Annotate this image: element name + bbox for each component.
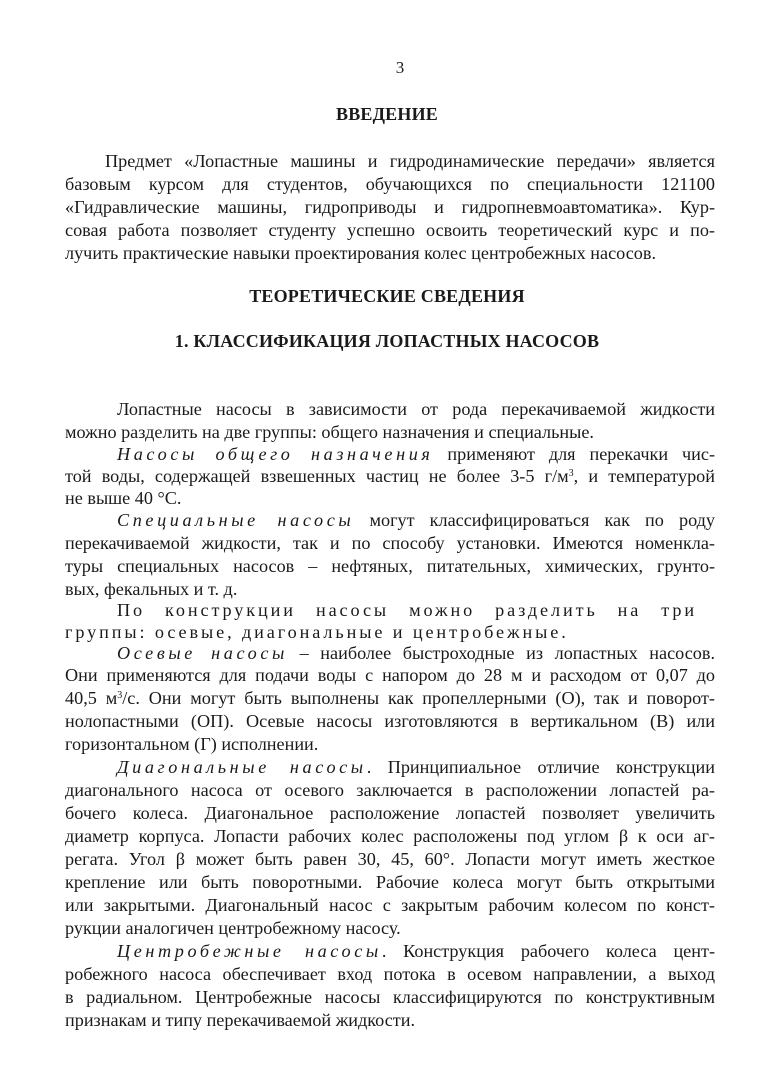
text-line: Насосы общего назначения применяют для перекачки чис- <box>117 444 715 464</box>
term-general-pumps: Насосы общего назначения <box>117 444 434 464</box>
text-line: или закрытыми. Диагональный насос с закрытым рабочим колесом по конст- <box>65 895 715 915</box>
text-line: Предмет «Лопастные машины и гидродинамические передачи» является <box>105 151 715 171</box>
text-line: туры специальных насосов – нефтяных, питательных, химических, грунто- <box>65 556 715 576</box>
text-line: робежного насоса обеспечивает вход потока в осевом направлении, а выход <box>65 964 715 984</box>
text-line: Диагональные насосы. Принципиальное отличие конструкции <box>117 757 715 777</box>
text-line: Центробежные насосы. Конструкция рабочего колеса цент- <box>117 941 715 961</box>
text-line: 40,5 $м^3/с$. Они могут быть выполнены как пропеллерными (О), так и поворот- <box>65 688 715 708</box>
text-line: признакам и типу перекачиваемой жидкости. <box>65 1010 416 1030</box>
text-line: бочего колеса. Диагональное расположение лопастей позволяет увеличить <box>65 803 715 823</box>
text-line: совая работа позволяет студенту успешно освоить теоретический курс и по- <box>65 220 715 240</box>
heading-theory: ТЕОРЕТИЧЕСКИЕ СВЕДЕНИЯ <box>249 286 525 306</box>
text-line: Специальные насосы могут классифицироваться как по роду <box>117 510 716 530</box>
text-line: диаметр корпуса. Лопасти рабочих колес расположены под углом β к оси аг- <box>65 826 715 846</box>
text-line: базовым курсом для студентов, обучающихся по специальности 121100 <box>65 174 715 194</box>
term-diagonal-pumps: Диагональные насосы <box>117 757 367 777</box>
text-line: диагонального насоса от осевого заключается в расположении лопастей ра- <box>65 780 715 800</box>
text-line: Они применяются для подачи воды с напором до 28 м и расходом от 0,07 до <box>65 665 715 685</box>
term-centrifugal-pumps: Центробежные насосы <box>117 941 382 961</box>
text-line: лучить практические навыки проектирования колес центробежных насосов. <box>65 243 657 263</box>
text-line: не выше 40 °С. <box>65 488 182 508</box>
term-special-pumps: Специальные насосы <box>117 510 355 530</box>
text-line: горизонтальном (Г) исполнении. <box>65 734 319 754</box>
term-axial-pumps: Осевые насосы <box>117 643 288 663</box>
text-line: регата. Угол β может быть равен 30, 45, 60°. Лопасти могут иметь жесткое <box>65 849 715 869</box>
text-line: в радиальном. Центробежные насосы классифицируются по конструктивным <box>65 987 715 1007</box>
text-line: крепление или быть поворотными. Рабочие колеса могут быть открытыми <box>65 872 715 892</box>
text-line: нолопастными (ОП). Осевые насосы изготовляются в вертикальном (В) или <box>65 711 715 731</box>
page-number: 3 <box>395 58 405 77</box>
text-line: группы: осевые, диагональные и центробежные. <box>65 622 569 642</box>
heading-introduction: ВВЕДЕНИЕ <box>335 104 438 124</box>
text-line: Лопастные насосы в зависимости от рода перекачиваемой жидкости <box>117 399 715 419</box>
text-line: той воды, содержащей взвешенных частиц не более 3-5 $г/м^3$, и температурой <box>65 466 715 486</box>
text-line: По конструкции насосы можно разделить на три <box>117 600 697 620</box>
heading-section-1: 1. КЛАССИФИКАЦИЯ ЛОПАСТНЫХ НАСОСОВ <box>174 331 600 351</box>
text-line: Осевые насосы – наиболее быстроходные из лопастных насосов. <box>117 643 715 663</box>
text-line: рукции аналогичен центробежному насосу. <box>65 918 401 938</box>
text-line: перекачиваемой жидкости, так и по способу установки. Имеются номенкла- <box>65 533 715 553</box>
text-line: «Гидравлические машины, гидроприводы и гидропневмоавтоматика». Кур- <box>65 197 715 217</box>
text-line: вых, фекальных и т. д. <box>65 579 238 599</box>
text-line: можно разделить на две группы: общего назначения и специальные. <box>65 422 594 442</box>
